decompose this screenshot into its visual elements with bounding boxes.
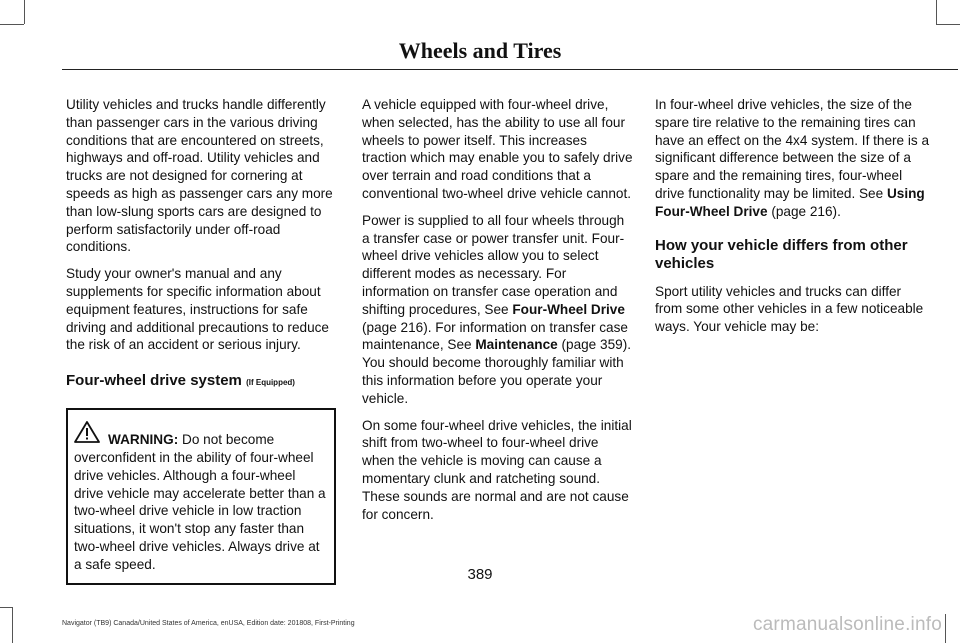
crop-mark [945,614,946,643]
paragraph: Sport utility vehicles and trucks can differ from some other vehicles in a few noticeable ways. Your vehicle may be: [655,283,924,335]
header-rule [62,69,958,70]
crop-mark [0,607,12,608]
heading-note: (If Equipped) [246,378,295,388]
warning-triangle-icon [74,420,104,449]
section-heading: How your vehicle differs from other vehicles [655,236,908,272]
warning-text: overconfident in the ability of four-wheel drive vehicles. Although a four-wheel drive vehicle may accelerate better than a two-wheel drive vehicle in low traction situations, it won't stop any faster than two-wheel drive vehicles. Always drive at a safe speed. [74,449,326,572]
paragraph: On some four-wheel drive vehicles, the initial shift from two-wheel to four-wheel drive when the vehicle is moving can cause a momentary clunk and ratcheting sound. These sounds are normal and are not cause for concern. [362,417,632,522]
cross-reference-link[interactable]: Using Four-Wheel Drive [655,185,925,219]
page-number: 389 [467,566,493,583]
crop-mark [0,24,24,25]
section-heading: Four-wheel drive system (If Equipped) [66,372,295,390]
cross-reference-link[interactable]: Four-Wheel Drive [512,301,625,317]
crop-mark [936,0,937,24]
cross-reference-link[interactable]: Maintenance [475,337,558,353]
page-title: Wheels and Tires [398,38,562,63]
warning-label: WARNING: [108,432,179,448]
paragraph: Study your owner's manual and any supplements for specific information about equipment features, instructions for safe driving and additional precautions to reduce the risk of an accident or serious injury. [66,266,329,353]
column-2 [362,96,634,532]
paragraph: Power is supplied to all four wheels through a transfer case or power transfer unit. Four-wheel drive vehicles allow you to select different modes as necessary. For information on transfer case operation and shifting procedures, See Four-Wheel Drive (page 216). For information on transfer case maintenance, See Maintenance (page 359). You should become thoroughly familiar with this information before you operate your vehicle. [362,212,632,406]
paragraph: In four-wheel drive vehicles, the size of the spare tire relative to the remaining tires can have an effect on the 4x4 system. If there is a significant difference between the size of a spare and the remaining tires, four-wheel drive functionality may be limited. See Using Four-Wheel Drive (page 216). [655,97,930,219]
paragraph: A vehicle equipped with four-wheel drive, when selected, has the ability to use all four wheels to power itself. This increases traction which may enable you to safely drive over terrain and road conditions that a conventional two-wheel drive vehicle cannot. [362,97,633,201]
crop-mark [936,24,960,25]
warning-box [66,408,336,584]
footer-text: Navigator (TB9) Canada/United States of America, enUSA, Edition date: 201808, First-Printing [62,620,355,627]
watermark: carmanualsonline.info [752,614,942,635]
column-1 [66,96,338,585]
crop-mark [24,0,25,24]
crop-mark [12,607,13,643]
warning-lead: Do not become [178,432,275,448]
column-3 [655,96,930,345]
paragraph: Utility vehicles and trucks handle differently than passenger cars in the various driving conditions that are encountered on streets, highways and off-road. Utility vehicles and trucks are not designed for cornering at speeds as high as passenger cars any more than low-slung sports cars are designed to perform satisfactorily under off-road conditions. [66,97,333,255]
warning-header [74,420,328,449]
